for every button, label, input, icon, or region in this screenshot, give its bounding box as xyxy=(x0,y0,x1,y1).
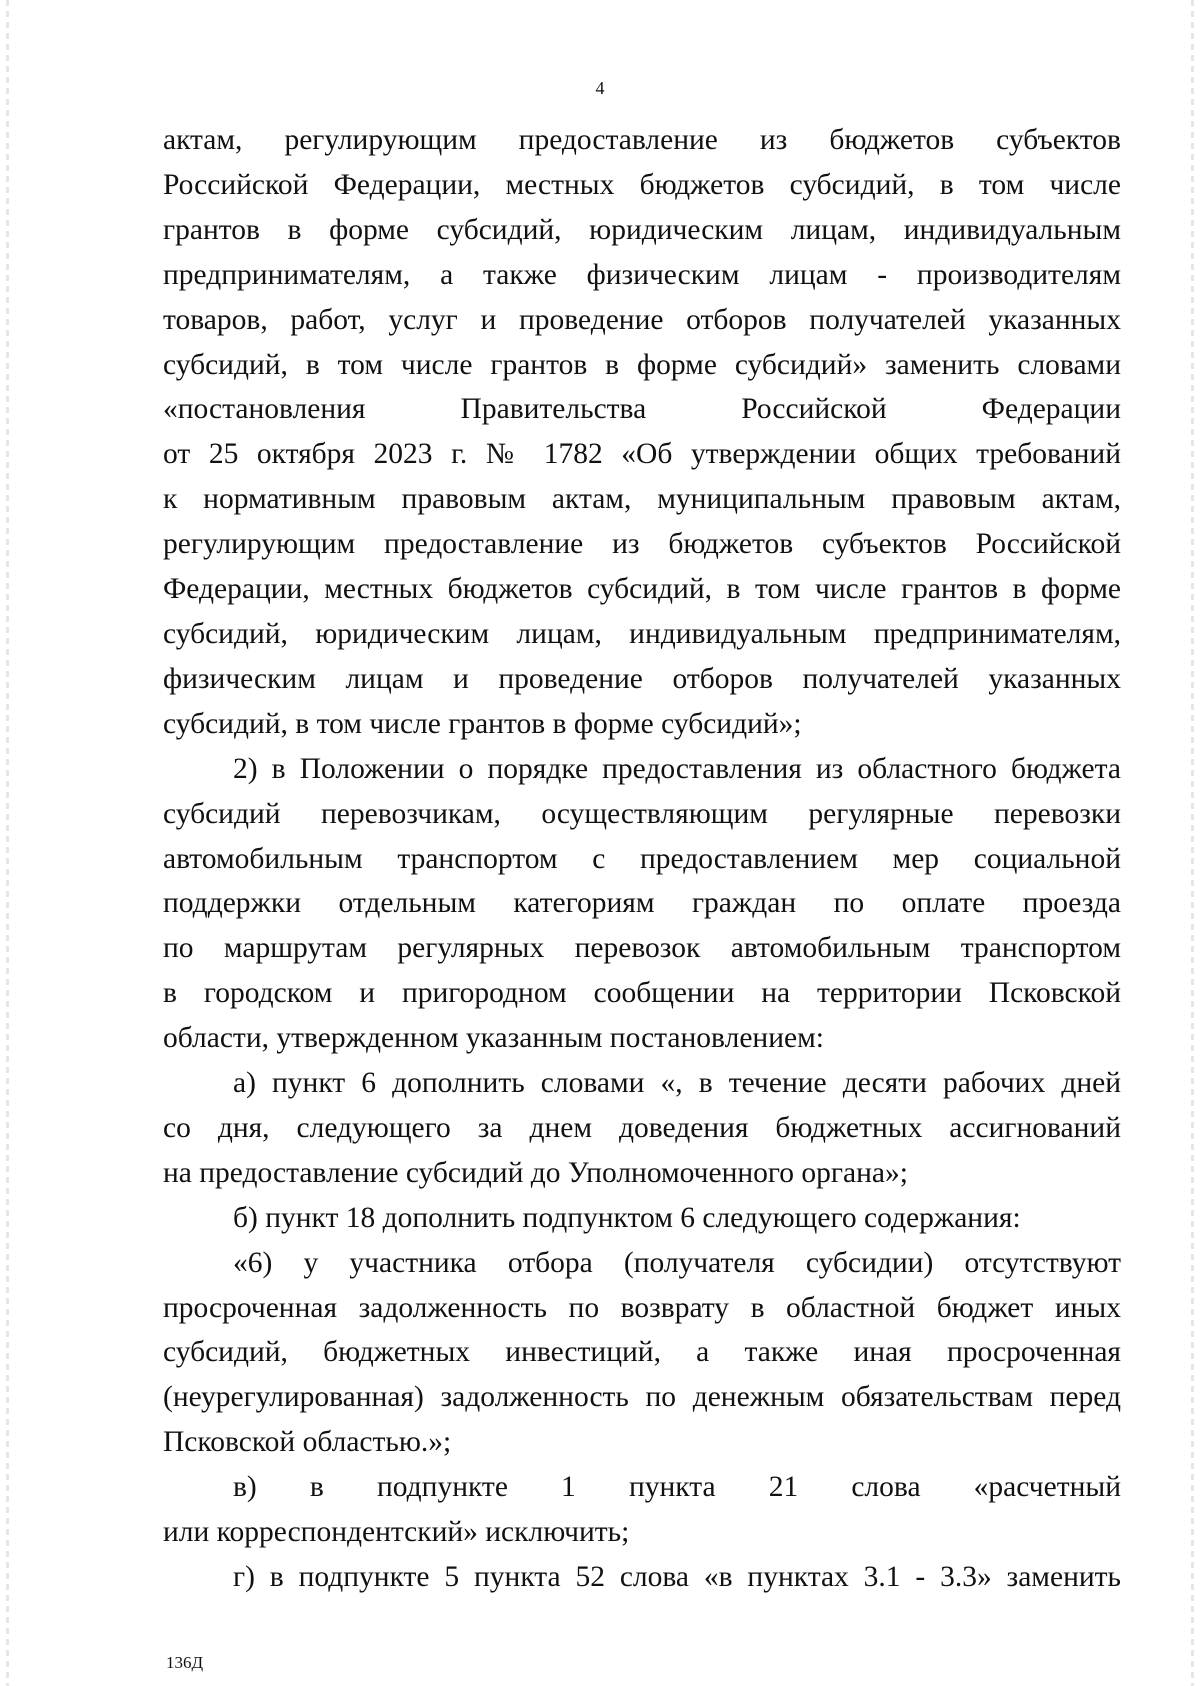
text-line: «6) у участника отбора (получателя субсидии) отсутствуют xyxy=(233,1246,1121,1279)
text-line: Псковской областью.»; xyxy=(163,1426,452,1459)
text-line: (неурегулированная) задолженность по денежным обязательствам перед xyxy=(163,1381,1121,1414)
paragraph-p1 xyxy=(163,118,1121,747)
text-line: или корреспондентский» исключить; xyxy=(163,1516,630,1549)
text-line: «постановления Правительства Российской Федерации xyxy=(163,393,1121,426)
text-line: по маршрутам регулярных перевозок автомобильным транспортом xyxy=(163,932,1121,965)
text-line: от 25 октября 2023 г. № 1782 «Об утверждении общих требований xyxy=(163,438,1121,471)
scan-edge-left xyxy=(6,0,9,1686)
text-line: товаров, работ, услуг и проведение отборов получателей указанных xyxy=(163,303,1121,336)
text-line: поддержки отдельным категориям граждан по оплате проезда xyxy=(163,887,1121,920)
page-number: 4 xyxy=(595,78,605,98)
text-line: субсидий перевозчикам, осуществляющим регулярные перевозки xyxy=(163,797,1121,830)
text-line: в городском и пригородном сообщении на территории Псковской xyxy=(163,977,1121,1010)
text-line: б) пункт 18 дополнить подпунктом 6 следующего содержания: xyxy=(233,1201,1021,1234)
text-line: автомобильным транспортом с предоставлением мер социальной xyxy=(163,842,1121,875)
text-line: к нормативным правовым актам, муниципальным правовым актам, xyxy=(163,483,1121,516)
document-body xyxy=(163,118,1121,1600)
paragraph-p6 xyxy=(163,1465,1121,1555)
document-code: 136Д xyxy=(166,1653,204,1672)
text-line: г) в подпункте 5 пункта 52 слова «в пунктах 3.1 - 3.3» заменить xyxy=(233,1561,1121,1593)
text-line: актам, регулирующим предоставление из бюджетов субъектов xyxy=(163,124,1121,156)
text-line: регулирующим предоставление из бюджетов субъектов Российской xyxy=(163,528,1121,561)
paragraph-p2 xyxy=(163,747,1121,1061)
text-line: в) в подпункте 1 пункта 21 слова «расчетный xyxy=(233,1471,1121,1504)
text-line: области, утвержденном указанным постановлением: xyxy=(163,1022,824,1055)
text-line: предпринимателям, а также физическим лицам - производителям xyxy=(163,258,1121,291)
text-line: со дня, следующего за днем доведения бюджетных ассигнований xyxy=(163,1111,1121,1144)
paragraph-p3 xyxy=(163,1061,1121,1196)
text-line: субсидий, бюджетных инвестиций, а также иная просроченная xyxy=(163,1336,1121,1369)
text-line: просроченная задолженность по возврату в областной бюджет иных xyxy=(163,1291,1121,1324)
text-line: на предоставление субсидий до Уполномоченного органа»; xyxy=(163,1156,908,1189)
paragraph-p4 xyxy=(163,1196,1121,1241)
scan-edge-right xyxy=(1191,0,1194,1686)
text-line: субсидий, в том числе грантов в форме субсидий» заменить словами xyxy=(163,348,1121,381)
text-line: Российской Федерации, местных бюджетов субсидий, в том числе xyxy=(163,168,1121,201)
paragraph-p5 xyxy=(163,1241,1121,1466)
text-line: грантов в форме субсидий, юридическим лицам, индивидуальным xyxy=(163,213,1121,246)
text-line: Федерации, местных бюджетов субсидий, в том числе грантов в форме xyxy=(163,573,1121,606)
paragraph-p7 xyxy=(163,1555,1121,1600)
text-line: физическим лицам и проведение отборов получателей указанных xyxy=(163,662,1121,695)
text-line: субсидий, юридическим лицам, индивидуальным предпринимателям, xyxy=(163,617,1121,650)
text-line: субсидий, в том числе грантов в форме субсидий»; xyxy=(163,707,802,740)
text-line: а) пункт 6 дополнить словами «, в течение десяти рабочих дней xyxy=(233,1067,1121,1100)
text-line: 2) в Положении о порядке предоставления из областного бюджета xyxy=(233,752,1121,785)
